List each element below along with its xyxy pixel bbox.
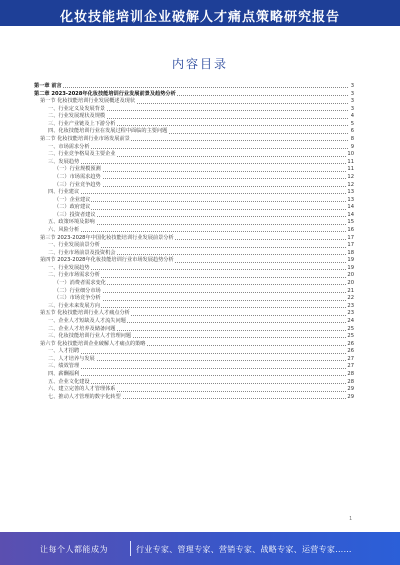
toc-entry-text: 第一节 化妆技能培训行业发展概述及现状 [40, 98, 136, 105]
toc-leader-dots [54, 201, 348, 202]
toc-entry-text: 第二节 化妆技能培训行业市场发展前景 [40, 136, 130, 143]
toc-entry-text: 第五节 化妆技能培训行业人才痛点分析 [40, 310, 130, 317]
report-header [0, 0, 400, 26]
toc-entry-text: 第三节 2023-2028年中国化妆技能培训行业发展前景分析 [40, 234, 174, 241]
toc-entry[interactable] [34, 227, 354, 235]
toc-entry-page: 17 [347, 234, 354, 241]
toc-leader-dots [54, 216, 348, 217]
toc-entry-page: 11 [347, 166, 354, 173]
toc-entry-page: 10 [347, 151, 354, 158]
toc-entry[interactable] [34, 326, 354, 334]
toc-entry-page: 23 [347, 310, 354, 317]
toc-entry-page: 15 [347, 219, 354, 226]
toc-entry[interactable] [34, 295, 354, 303]
toc-entry[interactable] [34, 341, 354, 349]
toc-entry-page: 5 [350, 120, 354, 127]
toc-entry-text: （二）市场需求趋势 [54, 173, 101, 180]
toc-entry-page: 8 [350, 136, 354, 143]
toc-entry[interactable] [34, 371, 354, 379]
toc-entry-text: 二、行业市场前景及投资机会 [48, 249, 116, 256]
toc-entry[interactable] [34, 189, 354, 197]
toc-entry-page: 12 [347, 173, 354, 180]
toc-entry-page: 27 [347, 363, 354, 370]
toc-leader-dots [48, 163, 348, 164]
toc-entry[interactable] [34, 272, 354, 280]
toc-entry-text: 第二章 2023-2028年化妆技能培训行业发展前景及趋势分析 [34, 90, 176, 97]
toc-entry-page: 29 [347, 393, 354, 400]
toc-entry-text: 二、行业市场需求分析 [48, 272, 100, 279]
toc-entry-text: 六、风险分析 [48, 226, 80, 233]
toc-entry-text: 四、化妆技能培训行业在发展过程中面临的主要问题 [48, 128, 168, 135]
toc-entry-text: 二、人才培养与发展 [48, 355, 95, 362]
toc-entry-text: 第四节 2023-2028年化妆技能培训行业市场发展趋势分析 [40, 257, 174, 264]
toc-entry[interactable] [34, 204, 354, 212]
toc-entry-text: 一、企业人才短缺及人才流失问题 [48, 317, 126, 324]
toc-entry-text: 第一章 前言 [34, 83, 62, 89]
toc-entry[interactable] [34, 166, 354, 174]
toc-entry[interactable] [34, 333, 354, 341]
toc-entry-page: 26 [347, 348, 354, 355]
toc-entry-text: 第六节 化妆技能培训企业破解人才痛点的策略 [40, 340, 146, 347]
toc-entry-page: 16 [347, 226, 354, 233]
toc-entry[interactable] [34, 379, 354, 387]
toc-entry[interactable] [34, 219, 354, 227]
toc-entry-page: 4 [350, 113, 354, 120]
toc-entry-page: 28 [347, 378, 354, 385]
toc-entry-text: 二、行业竞争格局及主要企业 [48, 151, 116, 158]
toc-entry-page: 11 [347, 158, 354, 165]
toc-entry-page: 3 [350, 105, 354, 112]
toc-entry-page: 27 [347, 355, 354, 362]
toc-entry-page: 9 [350, 143, 354, 150]
toc-entry-text: 六、建立完善的人才管理体系 [48, 386, 116, 393]
toc-entry-text: 三、行业未来发展方向 [48, 302, 100, 309]
toc-entry-page: 19 [347, 264, 354, 271]
toc-entry-page: 12 [347, 181, 354, 188]
toc-heading: 内容目录 [171, 57, 228, 71]
table-of-contents [34, 83, 354, 401]
toc-entry-text: 二、行业发展现状及规模 [48, 113, 106, 120]
toc-entry-text: 三、发展趋势 [48, 158, 80, 165]
toc-entry-page: 6 [350, 128, 354, 135]
toc-entry-text: 五、企业文化建设 [48, 378, 90, 385]
footer-slogan: 让每个人都能成为 [40, 545, 108, 554]
toc-leader-dots [48, 368, 348, 369]
toc-leader-dots [48, 375, 348, 376]
toc-entry[interactable] [34, 280, 354, 288]
toc-entry[interactable] [34, 318, 354, 326]
toc-entry-page: 22 [347, 295, 354, 302]
toc-entry[interactable] [34, 128, 354, 136]
toc-entry-page: 20 [347, 272, 354, 279]
toc-leader-dots [48, 269, 348, 270]
toc-entry[interactable] [34, 174, 354, 182]
toc-entry-text: 三、行业产业链及上下游分析 [48, 120, 116, 127]
toc-entry-text: 一、人才招聘 [48, 348, 80, 355]
toc-entry-page: 3 [350, 83, 354, 89]
toc-entry-page: 25 [347, 333, 354, 340]
toc-entry-text: 四、薪酬福利 [48, 370, 80, 377]
toc-entry-page: 28 [347, 370, 354, 377]
toc-entry[interactable] [34, 182, 354, 190]
toc-entry-text: 二、企业人才培养及储备问题 [48, 325, 116, 332]
toc-entry-page: 18 [347, 249, 354, 256]
toc-entry-page: 23 [347, 302, 354, 309]
toc-leader-dots [54, 209, 348, 210]
toc-entry-text: 一、市场需求分析 [48, 143, 90, 150]
toc-entry-text: （三）行业竞争趋势 [54, 181, 101, 188]
toc-leader-dots [48, 148, 348, 149]
toc-entry-page: 17 [347, 242, 354, 249]
toc-entry[interactable] [34, 83, 354, 91]
toc-entry[interactable] [34, 363, 354, 371]
toc-entry-text: 三、绩效管理 [48, 363, 80, 370]
toc-entry-text: （三）投资者建议 [54, 211, 96, 218]
toc-entry-text: 一、行业发展前景分析 [48, 242, 100, 249]
footer-fields: 行业专家、管理专家、营销专家、战略专家、运营专家…… [136, 545, 352, 554]
toc-entry-text: 三、化妆技能培训行业人才管理问题 [48, 333, 132, 340]
toc-entry-page: 14 [347, 204, 354, 211]
toc-entry[interactable] [34, 136, 354, 144]
toc-entry-page: 3 [350, 98, 354, 105]
toc-entry-page: 25 [347, 325, 354, 332]
toc-entry-page: 24 [347, 317, 354, 324]
toc-entry-page: 13 [347, 189, 354, 196]
toc-entry-page: 14 [347, 211, 354, 218]
toc-entry-text: （一）行业规模预测 [54, 166, 101, 173]
toc-entry-text: 一、行业定义及发展背景 [48, 105, 106, 112]
toc-entry-page: 19 [347, 257, 354, 264]
toc-entry-text: （二）行业细分市场 [54, 287, 101, 294]
toc-entry-page: 3 [350, 90, 354, 97]
toc-entry[interactable] [34, 113, 354, 121]
toc-entry[interactable] [34, 242, 354, 250]
toc-entry[interactable] [34, 235, 354, 243]
toc-entry[interactable] [34, 310, 354, 318]
page-number: 1 [349, 516, 352, 522]
toc-leader-dots [48, 193, 348, 194]
toc-entry[interactable] [34, 356, 354, 364]
toc-entry[interactable] [34, 257, 354, 265]
toc-leader-dots [48, 383, 348, 384]
footer-banner [0, 532, 400, 565]
toc-entry-text: 一、行业发展趋势 [48, 264, 90, 271]
toc-leader-dots [48, 231, 348, 232]
toc-entry-text: （二）政府建议 [54, 204, 91, 211]
footer-divider [130, 541, 131, 556]
toc-entry-page: 26 [347, 340, 354, 347]
report-title: 化妆技能培训企业破解人才痛点策略研究报告 [59, 10, 340, 25]
toc-entry-page: 13 [347, 196, 354, 203]
toc-entry-text: （一）企业建议 [54, 196, 91, 203]
toc-entry[interactable] [34, 151, 354, 159]
toc-entry-text: 四、行业建议 [48, 189, 80, 196]
toc-leader-dots [48, 353, 348, 354]
toc-entry-text: 七、推动人才管理的数字化转型 [48, 393, 121, 400]
toc-entry[interactable] [34, 98, 354, 106]
toc-entry[interactable] [34, 394, 354, 402]
toc-entry[interactable] [34, 386, 354, 394]
toc-entry-page: 20 [347, 280, 354, 287]
toc-leader-dots [34, 87, 348, 88]
toc-entry[interactable] [34, 348, 354, 356]
toc-entry-page: 29 [347, 386, 354, 393]
toc-entry-text: 五、政策环境及影响 [48, 219, 95, 226]
toc-entry-page: 21 [347, 287, 354, 294]
toc-entry-text: （三）市场竞争分析 [54, 295, 101, 302]
toc-entry-text: （一）消费者需求变化 [54, 280, 106, 287]
